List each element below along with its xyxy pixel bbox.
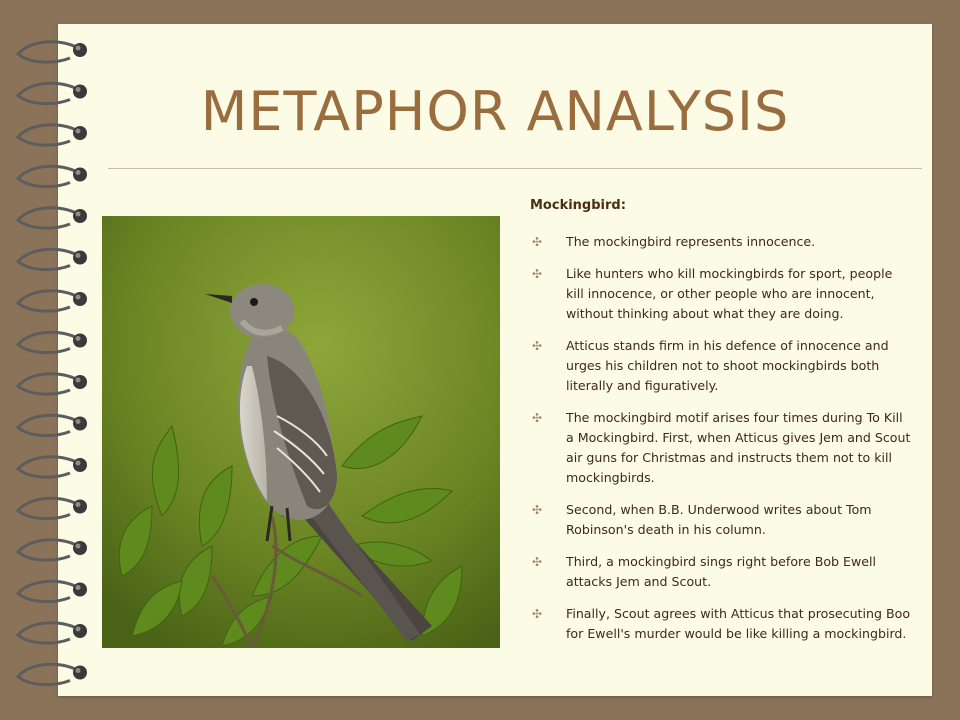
bullet-list [532,232,912,656]
bullet-icon: ✣ [532,235,543,249]
list-item [532,604,912,644]
bullet-icon: ✣ [532,411,543,425]
list-item [532,408,912,488]
list-item [532,336,912,396]
notebook-page [58,24,932,696]
title-divider [108,168,922,169]
bullet-text: Finally, Scout agrees with Atticus that prosecuting Boo for Ewell's murder would be like killing a mockingbird. [566,606,911,641]
bullet-icon: ✣ [532,267,543,281]
bullet-icon: ✣ [532,339,543,353]
bullet-icon: ✣ [532,503,543,517]
bullet-text: Third, a mockingbird sings right before Bob Ewell attacks Jem and Scout. [566,554,877,589]
bullet-icon: ✣ [532,555,543,569]
bullet-text: The mockingbird represents innocence. [566,234,816,249]
bullet-icon: ✣ [532,607,543,621]
bullet-text: Atticus stands firm in his defence of innocence and urges his children not to shoot mockingbirds both literally and figuratively. [566,338,889,393]
bullet-text: The mockingbird motif arises four times during To Kill a Mockingbird. First, when Atticus gives Jem and Scout air guns for Christmas and instructs them not to kill mockingbirds. [566,410,911,485]
section-heading: Mockingbird: [530,198,626,213]
list-item [532,232,912,252]
list-item [532,552,912,592]
list-item [532,500,912,540]
bullet-text: Second, when B.B. Underwood writes about Tom Robinson's death in his column. [566,502,872,537]
slide-title: METAPHOR ANALYSIS [200,80,790,143]
bullet-text: Like hunters who kill mockingbirds for sport, people kill innocence, or other people who are innocent, without thinking about what they are doing. [566,266,893,321]
mockingbird-photo [102,216,500,648]
list-item [532,264,912,324]
